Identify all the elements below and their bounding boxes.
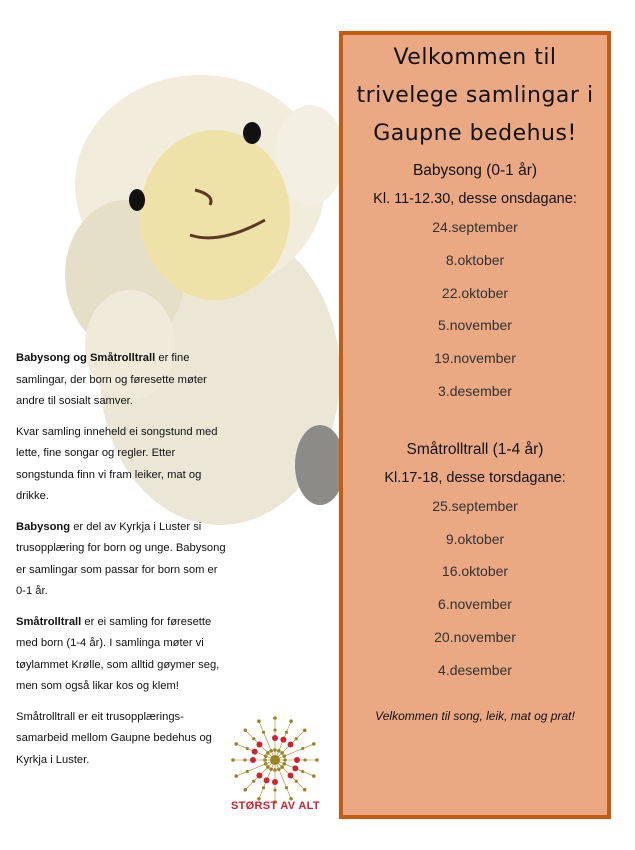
logo-dot	[289, 719, 293, 723]
babysong-dates	[343, 211, 607, 408]
date-item: 16.oktober	[441, 563, 509, 580]
logo-dot	[252, 737, 255, 740]
logo-dot	[312, 774, 316, 778]
logo-dot	[292, 765, 298, 771]
logo-dot	[264, 762, 268, 766]
closing-line: Velkommen til song, leik, mat og prat!	[375, 708, 575, 723]
logo-dot	[262, 731, 265, 734]
logo-dot	[243, 758, 246, 761]
logo-dot	[234, 774, 238, 778]
logo-dot	[262, 786, 265, 789]
logo-dot	[303, 729, 307, 733]
description-text: Babysong og Småtrolltrall er fine samlingar, der born og føresette møter andre til sosialt samver. Kvar samling inneheld ei songstund med lette, fine songar og regler. Etter songstunda finn vi fram leiker, mat og drikke. Babysong er del av Kyrkja i Luster si trusopplæring for born og unge. Babysong er samlingar som passar for born som er 0-1 år. Småtrolltrall er ei samling for føresette med born (1-4 år). I samlinga møter vi tøylammet Krølle, som alltid gøymer seg, men som også likar kos og klem! Småtrolltrall er eit trusopplærings-samarbeid mellom Gaupne bedehus og Kyrkja i Luster.	[16, 352, 226, 766]
logo-dot	[288, 741, 294, 747]
smatroll-heading: Småtrolltrall (1-4 år)	[406, 440, 544, 458]
logo-dot	[273, 788, 276, 791]
date-item: 22.oktober	[441, 284, 509, 301]
logo-dot	[246, 770, 249, 773]
logo-dot	[269, 749, 273, 753]
logo-dot	[301, 770, 304, 773]
logo-dot	[256, 773, 262, 779]
logo-dot	[266, 765, 270, 769]
logo-dot	[295, 737, 298, 740]
welcome-title: Velkommen til trivelege samlingar i Gaupne bedehus!	[356, 45, 594, 146]
logo-text: STØRST AV ALT	[231, 800, 320, 812]
babysong-heading: Babysong (0-1 år)	[412, 162, 538, 179]
logo-dot	[273, 728, 276, 731]
logo-dot	[264, 754, 268, 758]
logo-dot	[272, 779, 278, 785]
logo-dot	[252, 749, 258, 755]
date-item: 3.desember	[438, 382, 512, 399]
logo-dot	[288, 773, 294, 779]
logo-dot	[234, 742, 238, 746]
logo-dot	[231, 758, 235, 762]
date-item: 19.november	[434, 350, 516, 367]
logo-dot	[252, 780, 255, 783]
date-item: 4.desember	[438, 661, 512, 678]
logo-dot	[280, 751, 284, 755]
logo-dot	[263, 758, 267, 762]
logo-dot	[303, 788, 307, 792]
logo-dot	[280, 737, 286, 743]
logo-dot	[244, 788, 248, 792]
logo-dot	[269, 767, 273, 771]
date-item: 20.november	[434, 628, 516, 645]
logo-dot	[282, 762, 286, 766]
logo-dot	[257, 719, 261, 723]
logo-dot	[312, 742, 316, 746]
logo-dot	[244, 729, 248, 733]
logo-dot	[266, 751, 270, 755]
date-item: 6.november	[438, 596, 512, 613]
logo-dot	[295, 780, 298, 783]
logo-dot	[273, 716, 277, 720]
logo-dot	[277, 749, 281, 753]
schedule-panel	[339, 31, 611, 819]
logo-dot	[303, 758, 306, 761]
logo-dot	[294, 757, 300, 763]
logo-dot	[277, 767, 281, 771]
date-item: 5.november	[438, 317, 512, 334]
logo-dot	[315, 758, 319, 762]
logo-dot	[256, 741, 262, 747]
logo-dot	[301, 747, 304, 750]
smatroll-time: Kl.17-18, desse torsdagane:	[384, 469, 566, 486]
logo-dot	[250, 757, 256, 763]
smatroll-dates	[343, 490, 607, 687]
logo-dot	[246, 747, 249, 750]
logo-dot	[273, 748, 277, 752]
logo-dot	[264, 777, 270, 783]
logo-dot	[270, 755, 280, 765]
logo-dot	[282, 754, 286, 758]
logo-dot	[273, 768, 277, 772]
date-item: 9.oktober	[445, 530, 505, 547]
logo-dot	[280, 765, 284, 769]
logo-dot	[283, 758, 287, 762]
date-item: 24.september	[432, 219, 518, 235]
date-item: 25.september	[432, 497, 518, 514]
logo-dot	[285, 731, 288, 734]
babysong-time: Kl. 11-12.30, desse onsdagane:	[373, 191, 577, 207]
logo-dot	[272, 735, 278, 741]
logo-dot	[285, 786, 288, 789]
date-item: 8.oktober	[445, 251, 505, 268]
